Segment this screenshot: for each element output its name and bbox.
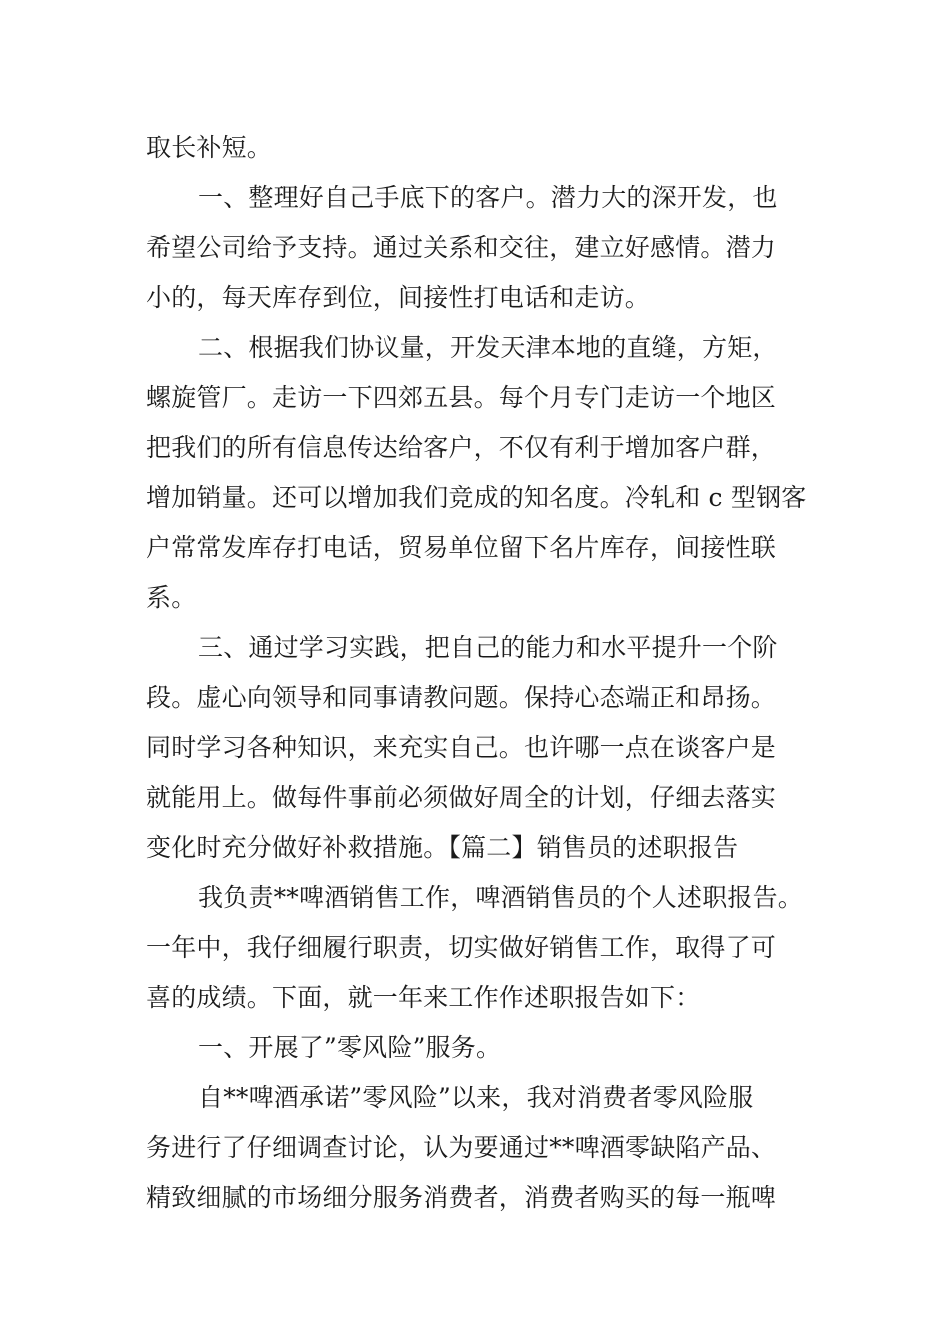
text-line: 三、通过学习实践，把自己的能力和水平提升一个阶 — [198, 633, 778, 662]
text-line: 我负责**啤酒销售工作，啤酒销售员的个人述职报告。 — [198, 883, 804, 912]
text-line: 自**啤酒承诺”零风险”以来，我对消费者零风险服 — [198, 1083, 754, 1112]
text-line: 就能用上。做每件事前必须做好周全的计划，仔细去落实 — [146, 783, 777, 812]
text-line: 二、根据我们协议量，开发天津本地的直缝，方矩， — [198, 333, 778, 362]
text-line: 小的，每天库存到位，间接性打电话和走访。 — [146, 283, 651, 312]
text-line: 螺旋管厂。走访一下四郊五县。每个月专门走访一个地区 — [146, 383, 777, 412]
text-line: 把我们的所有信息传达给客户，不仅有利于增加客户群， — [146, 433, 777, 462]
text-line: 一、开展了”零风险”服务。 — [198, 1033, 502, 1062]
text-line: 户常常发库存打电话，贸易单位留下名片库存，间接性联 — [146, 533, 777, 562]
text-line: 精致细腻的市场细分服务消费者，消费者购买的每一瓶啤 — [146, 1183, 777, 1212]
text-line: 变化时充分做好补救措施。【篇二】销售员的述职报告 — [146, 833, 739, 862]
text-line: 段。虚心向领导和同事请教问题。保持心态端正和昂扬。 — [146, 683, 777, 712]
text-line: 系。 — [146, 583, 197, 612]
text-line: 一年中，我仔细履行职责，切实做好销售工作，取得了可 — [146, 933, 777, 962]
text-line: 一、整理好自己手底下的客户。潜力大的深开发，也 — [198, 183, 778, 212]
text-line: 增加销量。还可以增加我们竞成的知名度。冷轧和 c 型钢客 — [146, 483, 807, 512]
text-line: 喜的成绩。下面，就一年来工作作述职报告如下： — [146, 983, 701, 1012]
text-line: 取长补短。 — [146, 133, 273, 162]
text-line: 同时学习各种知识，来充实自己。也许哪一点在谈客户是 — [146, 733, 777, 762]
text-line: 务进行了仔细调查讨论，认为要通过**啤酒零缺陷产品、 — [146, 1133, 777, 1162]
text-line: 希望公司给予支持。通过关系和交往，建立好感情。潜力 — [146, 233, 777, 262]
